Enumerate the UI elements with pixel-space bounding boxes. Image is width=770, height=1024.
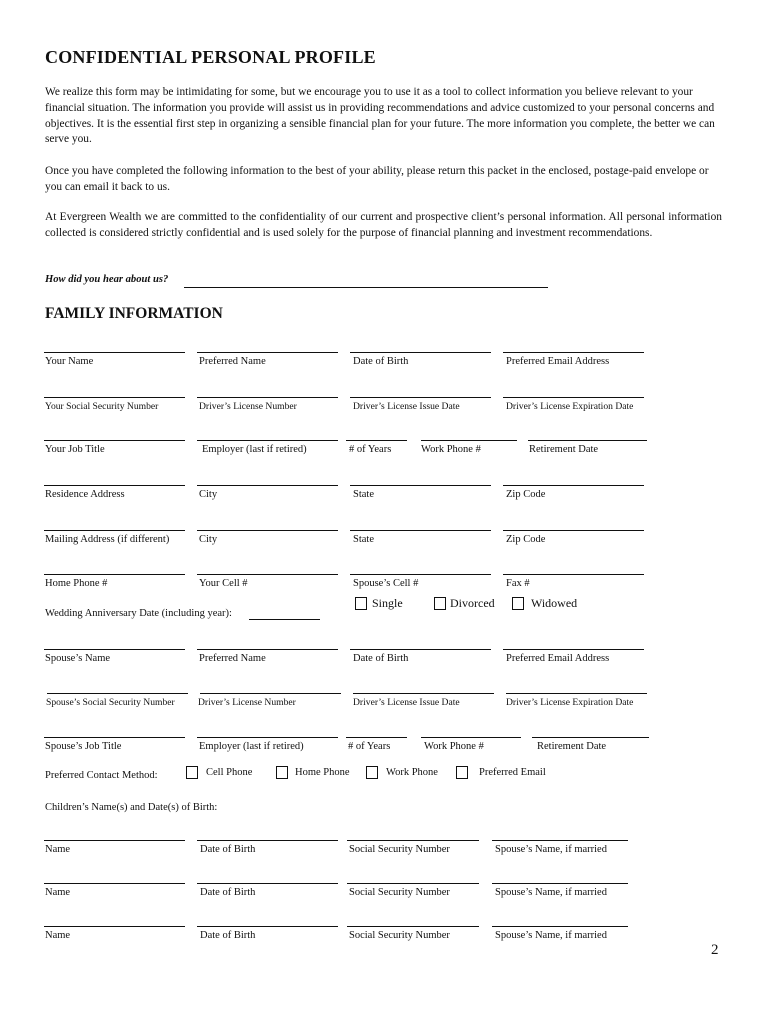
divorced-checkbox[interactable] — [434, 597, 446, 610]
form-title: CONFIDENTIAL PERSONAL PROFILE — [45, 47, 376, 67]
row7-preferred-email-address-field[interactable] — [503, 649, 644, 650]
preferred-email-address-label: Preferred Email Address — [506, 356, 610, 367]
date-of-birth-label: Date of Birth — [200, 887, 256, 898]
row4-city-field[interactable] — [197, 485, 338, 486]
row4-zip-code-field[interactable] — [503, 485, 644, 486]
name-label: Name — [45, 930, 71, 941]
intro-paragraph-1: We realize this form may be intimidating for some, but we encourage you to use it as a tool to collect information you believe relevant to your financial situation. The information you provide will assist us in providing recommendations and advice customized to your personal concerns and objectives. It is the essential first step in organizing a sensible financial plan for your future. The more information you complete, the better we can serve you. — [45, 86, 715, 146]
children-s-name-s-and-date-s-of-birth-label: Children’s Name(s) and Date(s) of Birth: — [45, 802, 218, 813]
your-job-title-label: Your Job Title — [45, 444, 105, 455]
row5-zip-code-field[interactable] — [503, 530, 644, 531]
referral-field[interactable] — [184, 287, 548, 288]
row9-spouse-s-job-title-field[interactable] — [44, 737, 185, 738]
fax-label: Fax # — [506, 578, 530, 589]
row4-residence-address-field[interactable] — [44, 485, 185, 486]
home-phone-checkbox[interactable] — [276, 766, 288, 779]
city-label: City — [199, 489, 218, 500]
row1-preferred-name-field[interactable] — [197, 352, 338, 353]
date-of-birth-label: Date of Birth — [200, 930, 256, 941]
page-number: 2 — [711, 942, 719, 958]
preferred-name-label: Preferred Name — [199, 653, 266, 664]
row3-retirement-date-field[interactable] — [528, 440, 647, 441]
row9-of-years-field[interactable] — [346, 737, 407, 738]
residence-address-label: Residence Address — [45, 489, 125, 500]
row2-driver-s-license-issue-date-field[interactable] — [350, 397, 491, 398]
row2-driver-s-license-number-field[interactable] — [197, 397, 338, 398]
row5-mailing-address-if-different-field[interactable] — [44, 530, 185, 531]
row9-work-phone-field[interactable] — [421, 737, 521, 738]
child-3-spouse-s-name-if-married-field[interactable] — [492, 926, 628, 927]
widowed-checkbox[interactable] — [512, 597, 524, 610]
your-cell-label: Your Cell # — [199, 578, 248, 589]
row2-driver-s-license-expiration-date-field[interactable] — [503, 397, 644, 398]
spouse-s-job-title-label: Spouse’s Job Title — [45, 741, 122, 752]
intro-paragraph-3: At Evergreen Wealth we are committed to the confidentiality of our current and prospective client’s personal information. All personal information collected is considered strictly confidential and is used solely for the purpose of financial planning and investment recommendations. — [45, 211, 722, 239]
name-label: Name — [45, 844, 71, 855]
row6-fax-field[interactable] — [503, 574, 644, 575]
intro-paragraph-2: Once you have completed the following information to the best of your ability, please return this packet in the enclosed, postage-paid envelope or you can email it back to us. — [45, 165, 709, 193]
child-1-social-security-number-field[interactable] — [347, 840, 479, 841]
preferred-contact-method-label: Preferred Contact Method: — [45, 770, 158, 781]
row6-your-cell-field[interactable] — [197, 574, 338, 575]
row8-driver-s-license-issue-date-field[interactable] — [353, 693, 494, 694]
social-security-number-label: Social Security Number — [349, 844, 450, 855]
work-phone-label: Work Phone # — [424, 741, 484, 752]
zip-code-label: Zip Code — [506, 534, 546, 545]
driver-s-license-number-label: Driver’s License Number — [199, 401, 297, 412]
row3-work-phone-field[interactable] — [421, 440, 517, 441]
single-checkbox[interactable] — [355, 597, 367, 610]
spouse-s-name-if-married-label: Spouse’s Name, if married — [495, 930, 607, 941]
row1-date-of-birth-field[interactable] — [350, 352, 491, 353]
child-3-date-of-birth-field[interactable] — [197, 926, 338, 927]
retirement-date-label: Retirement Date — [529, 444, 599, 455]
row8-driver-s-license-number-field[interactable] — [200, 693, 341, 694]
state-label: State — [353, 489, 374, 500]
row9-retirement-date-field[interactable] — [532, 737, 649, 738]
row8-spouse-s-social-security-number-field[interactable] — [47, 693, 188, 694]
child-2-name-field[interactable] — [44, 883, 185, 884]
child-1-date-of-birth-field[interactable] — [197, 840, 338, 841]
child-1-spouse-s-name-if-married-field[interactable] — [492, 840, 628, 841]
child-2-spouse-s-name-if-married-field[interactable] — [492, 883, 628, 884]
spouse-s-name-if-married-label: Spouse’s Name, if married — [495, 844, 607, 855]
date-of-birth-label: Date of Birth — [200, 844, 256, 855]
home-phone-label: Home Phone — [295, 767, 350, 778]
child-3-name-field[interactable] — [44, 926, 185, 927]
preferred-email-address-label: Preferred Email Address — [506, 653, 610, 664]
date-of-birth-label: Date of Birth — [353, 653, 409, 664]
work-phone-checkbox[interactable] — [366, 766, 378, 779]
state-label: State — [353, 534, 374, 545]
row6-spouse-s-cell-field[interactable] — [350, 574, 491, 575]
row6-home-phone-field[interactable] — [44, 574, 185, 575]
retirement-date-label: Retirement Date — [537, 741, 607, 752]
mailing-address-if-different-label: Mailing Address (if different) — [45, 534, 170, 545]
row3-of-years-field[interactable] — [346, 440, 407, 441]
cell-phone-label: Cell Phone — [206, 767, 253, 778]
spouse-s-name-if-married-label: Spouse’s Name, if married — [495, 887, 607, 898]
social-security-number-label: Social Security Number — [349, 930, 450, 941]
divorced-label: Divorced — [450, 596, 495, 610]
widowed-label: Widowed — [531, 596, 578, 610]
single-label: Single — [372, 596, 403, 610]
date-of-birth-label: Date of Birth — [353, 356, 409, 367]
child-3-social-security-number-field[interactable] — [347, 926, 479, 927]
preferred-email-checkbox[interactable] — [456, 766, 468, 779]
preferred-email-label: Preferred Email — [479, 767, 546, 778]
child-1-name-field[interactable] — [44, 840, 185, 841]
driver-s-license-expiration-date-label: Driver’s License Expiration Date — [506, 697, 634, 708]
child-2-date-of-birth-field[interactable] — [197, 883, 338, 884]
preferred-name-label: Preferred Name — [199, 356, 266, 367]
row1-preferred-email-address-field[interactable] — [503, 352, 644, 353]
child-2-social-security-number-field[interactable] — [347, 883, 479, 884]
row8-driver-s-license-expiration-date-field[interactable] — [506, 693, 647, 694]
name-label: Name — [45, 887, 71, 898]
home-phone-label: Home Phone # — [45, 578, 108, 589]
driver-s-license-expiration-date-label: Driver’s License Expiration Date — [506, 401, 634, 412]
driver-s-license-issue-date-label: Driver’s License Issue Date — [353, 401, 460, 412]
row7-preferred-name-field[interactable] — [197, 649, 338, 650]
zip-code-label: Zip Code — [506, 489, 546, 500]
employer-last-if-retired-label: Employer (last if retired) — [202, 444, 307, 455]
driver-s-license-number-label: Driver’s License Number — [198, 697, 296, 708]
wedding-anniversary-field[interactable] — [249, 619, 320, 620]
row7-spouse-s-name-field[interactable] — [44, 649, 185, 650]
of-years-label: # of Years — [349, 444, 392, 455]
row5-city-field[interactable] — [197, 530, 338, 531]
work-phone-label: Work Phone — [386, 767, 438, 778]
referral-question: How did you hear about us? — [45, 274, 169, 285]
row4-state-field[interactable] — [350, 485, 491, 486]
employer-last-if-retired-label: Employer (last if retired) — [199, 741, 304, 752]
row3-employer-last-if-retired-field[interactable] — [197, 440, 338, 441]
cell-phone-checkbox[interactable] — [186, 766, 198, 779]
city-label: City — [199, 534, 218, 545]
wedding-anniversary-date-including-year-label: Wedding Anniversary Date (including year): — [45, 608, 232, 619]
family-information-heading: FAMILY INFORMATION — [45, 305, 223, 322]
spouse-s-social-security-number-label: Spouse’s Social Security Number — [46, 697, 175, 708]
your-name-label: Your Name — [45, 356, 94, 367]
row3-your-job-title-field[interactable] — [44, 440, 185, 441]
work-phone-label: Work Phone # — [421, 444, 481, 455]
your-social-security-number-label: Your Social Security Number — [45, 401, 159, 412]
social-security-number-label: Social Security Number — [349, 887, 450, 898]
row7-date-of-birth-field[interactable] — [350, 649, 491, 650]
driver-s-license-issue-date-label: Driver’s License Issue Date — [353, 697, 460, 708]
of-years-label: # of Years — [348, 741, 391, 752]
spouse-s-cell-label: Spouse’s Cell # — [353, 578, 419, 589]
row2-your-social-security-number-field[interactable] — [44, 397, 185, 398]
row1-your-name-field[interactable] — [44, 352, 185, 353]
row5-state-field[interactable] — [350, 530, 491, 531]
row9-employer-last-if-retired-field[interactable] — [197, 737, 338, 738]
spouse-s-name-label: Spouse’s Name — [45, 653, 111, 664]
